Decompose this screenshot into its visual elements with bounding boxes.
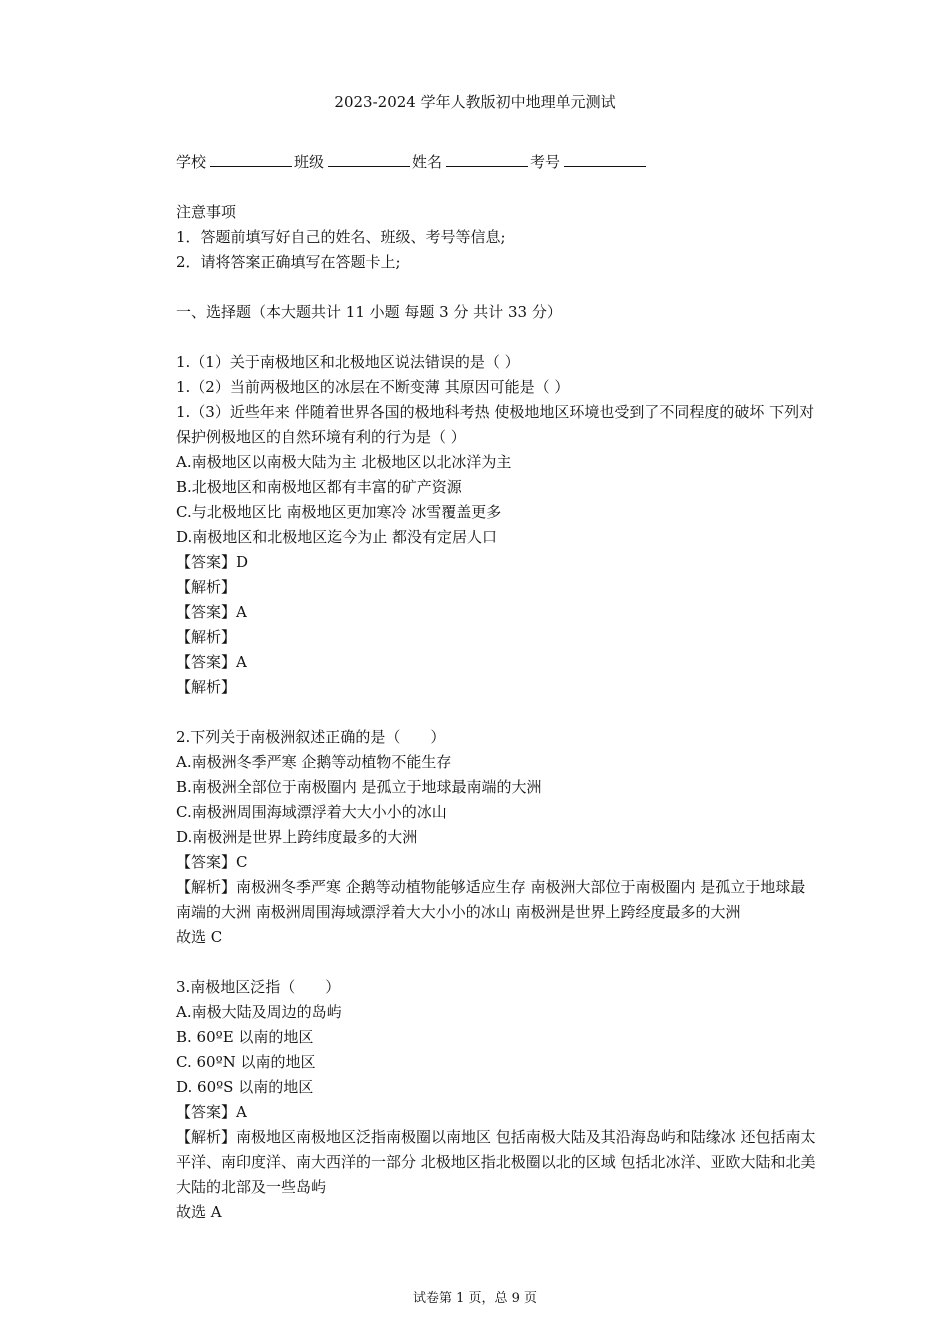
page-title: 2023-2024 学年人教版初中地理单元测试 [334,93,616,111]
conclusion: 故选 A [176,1203,222,1221]
notice-item: 1．答题前填写好自己的姓名、班级、考号等信息; [176,228,506,246]
analysis: 【解析】 [176,628,237,646]
option: B.南极洲全部位于南极圈内 是孤立于地球最南端的大洲 [176,778,542,796]
option: B.北极地区和南极地区都有丰富的矿产资源 [176,478,462,496]
answer: 【答案】A [176,603,247,621]
option: D.南极洲是世界上跨纬度最多的大洲 [176,828,418,846]
question-stem: 1.（2）当前两极地区的冰层在不断变薄 其原因可能是（ ） [176,378,570,396]
student-info-row [176,150,816,175]
option: C.南极洲周围海域漂浮着大大小小的冰山 [176,803,447,821]
answer: 【答案】A [176,653,247,671]
class-label: 班级 [294,153,325,171]
exam-number-blank[interactable] [564,150,646,167]
option: D. 60ºS 以南的地区 [176,1078,314,1096]
question-stem: 1.（3）近些年来 伴随着世界各国的极地科考热 使极地地区环境也受到了不同程度的破坏 下列对保护例极地区的自然环境有利的行为是（ ） [176,403,815,446]
option: A.南极洲冬季严寒 企鹅等动植物不能生存 [176,753,452,771]
school-blank[interactable] [210,150,292,167]
option: C.与北极地区比 南极地区更加寒冷 冰雪覆盖更多 [176,503,502,521]
answer: 【答案】C [176,853,248,871]
question-stem: 3.南极地区泛指（ ） [176,978,341,996]
exam-body [176,150,816,1225]
conclusion: 故选 C [176,928,223,946]
school-label: 学校 [176,153,207,171]
analysis: 【解析】南极洲冬季严寒 企鹅等动植物能够适应生存 南极洲大部位于南极圈内 是孤立于地球最南端的大洲 南极洲周围海域漂浮着大大小小的冰山 南极洲是世界上跨经度最多的大洲 [176,878,806,921]
exam-number-label: 考号 [530,153,561,171]
answer: 【答案】A [176,1103,247,1121]
notice-item: 2．请将答案正确填写在答题卡上; [176,253,401,271]
class-blank[interactable] [328,150,410,167]
question-stem: 1.（1）关于南极地区和北极地区说法错误的是（ ） [176,353,520,371]
option: A.南极地区以南极大陆为主 北极地区以北冰洋为主 [176,453,512,471]
question-stem: 2.下列关于南极洲叙述正确的是（ ） [176,728,446,746]
analysis: 【解析】 [176,678,237,696]
page-footer: 试卷第 1 页，总 9 页 [412,1291,538,1306]
option: D.南极地区和北极地区迄今为止 都没有定居人口 [176,528,498,546]
analysis: 【解析】 [176,578,237,596]
section-heading: 一、选择题（本大题共计 11 小题 每题 3 分 共计 33 分） [176,303,562,321]
notice-heading: 注意事项 [176,203,237,221]
name-blank[interactable] [446,150,528,167]
option: C. 60ºN 以南的地区 [176,1053,316,1071]
analysis: 【解析】南极地区南极地区泛指南极圈以南地区 包括南极大陆及其沿海岛屿和陆缘冰 还包括南太平洋、南印度洋、南大西洋的一部分 北极地区指北极圈以北的区域 包括北冰洋、亚欧大陆和北美大陆的北部及一些岛屿 [176,1128,816,1196]
option: A.南极大陆及周边的岛屿 [176,1003,342,1021]
name-label: 姓名 [412,153,443,171]
answer: 【答案】D [176,553,249,571]
option: B. 60ºE 以南的地区 [176,1028,314,1046]
